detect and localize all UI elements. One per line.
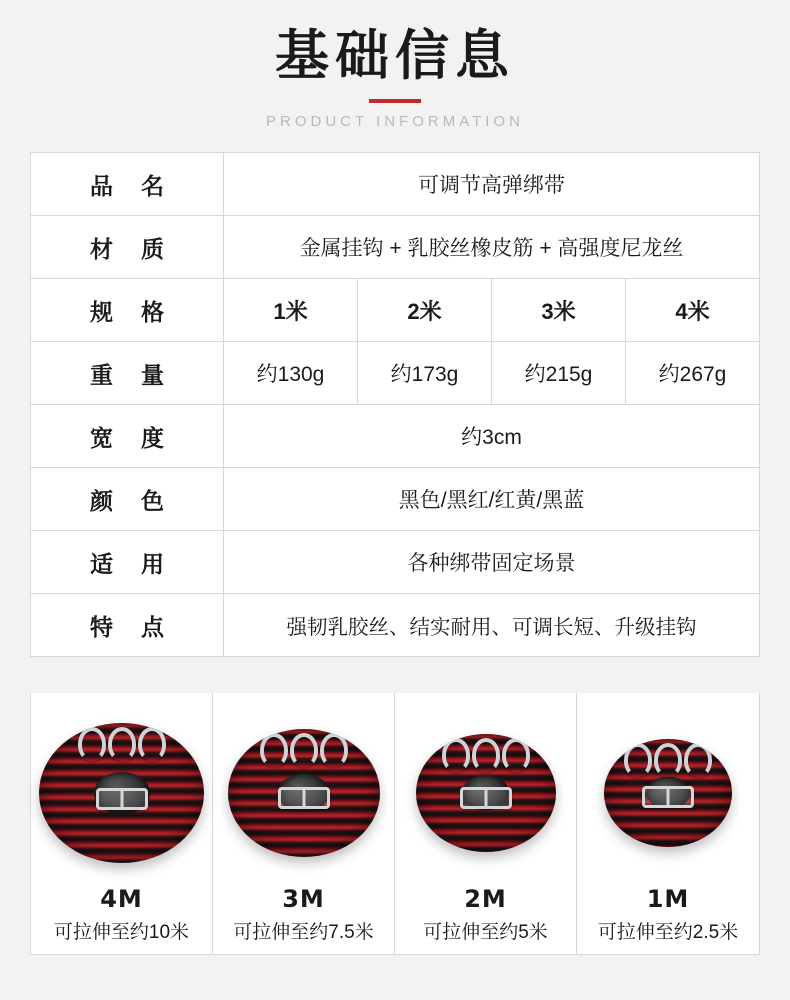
spec-weight-1: 约130g	[224, 342, 358, 405]
hook-icon	[320, 733, 348, 767]
row-label-features: 特 点	[31, 594, 224, 657]
row-value-color: 黑色/黑红/红黄/黑蓝	[224, 468, 760, 531]
hook-icon	[108, 727, 136, 761]
strap-coil-icon	[228, 729, 380, 857]
strap-coil-icon	[604, 739, 732, 847]
table-row	[31, 342, 760, 405]
row-label-weight: 重 量	[31, 342, 224, 405]
metal-hooks-icon	[78, 727, 166, 761]
product-image-1m	[577, 703, 759, 883]
spec-size-1: 1米	[224, 279, 358, 342]
spec-weight-2: 约173g	[358, 342, 492, 405]
row-value-features: 强韧乳胶丝、结实耐用、可调长短、升级挂钩	[224, 594, 760, 657]
spec-size-3: 3米	[492, 279, 626, 342]
product-variant-3m	[213, 693, 395, 954]
hook-icon	[684, 743, 712, 777]
row-label-usage: 适 用	[31, 531, 224, 594]
variant-stretch-label: 可拉伸至约2.5米	[597, 922, 739, 943]
product-variant-1m	[577, 693, 759, 954]
product-variants-row	[30, 693, 760, 955]
row-value-width: 约3cm	[224, 405, 760, 468]
hook-icon	[78, 727, 106, 761]
row-label-color: 颜 色	[31, 468, 224, 531]
variant-size-label: 1M	[646, 885, 690, 913]
row-label-specification: 规 格	[31, 279, 224, 342]
title-underline-divider	[369, 99, 421, 103]
buckle-icon	[96, 788, 148, 810]
metal-hooks-icon	[442, 738, 530, 772]
variant-stretch-label: 可拉伸至约10米	[53, 922, 190, 943]
page-header	[0, 0, 790, 130]
variant-size-label: 4M	[100, 885, 143, 913]
metal-hooks-icon	[624, 743, 712, 777]
product-variant-2m	[395, 693, 577, 954]
strap-coil-icon	[416, 734, 556, 852]
variant-size-label: 2M	[464, 885, 507, 913]
row-label-width: 宽 度	[31, 405, 224, 468]
row-value-material: 金属挂钩 + 乳胶丝橡皮筋 + 高强度尼龙丝	[224, 216, 760, 279]
specification-table	[30, 152, 760, 657]
variant-stretch-label: 可拉伸至约7.5米	[233, 922, 374, 943]
variant-stretch-label: 可拉伸至约5米	[423, 922, 548, 943]
hook-icon	[138, 727, 166, 761]
buckle-icon	[642, 786, 694, 808]
row-value-usage: 各种绑带固定场景	[224, 531, 760, 594]
hook-icon	[624, 743, 652, 777]
product-image-4m	[31, 703, 212, 883]
table-row	[31, 216, 760, 279]
product-variant-4m	[31, 693, 213, 954]
metal-hooks-icon	[260, 733, 348, 767]
hook-icon	[290, 733, 318, 767]
product-image-3m	[213, 703, 394, 883]
page-title: 基础信息	[275, 24, 515, 87]
row-label-material: 材 质	[31, 216, 224, 279]
hook-icon	[442, 738, 470, 772]
spec-size-4: 4米	[626, 279, 760, 342]
strap-coil-icon	[39, 723, 204, 863]
hook-icon	[502, 738, 530, 772]
table-row	[31, 531, 760, 594]
hook-icon	[260, 733, 288, 767]
buckle-icon	[278, 787, 330, 809]
row-value-product-name: 可调节高弹绑带	[224, 153, 760, 216]
hook-icon	[654, 743, 682, 777]
table-row	[31, 279, 760, 342]
buckle-icon	[460, 787, 512, 809]
spec-weight-4: 约267g	[626, 342, 760, 405]
product-image-2m	[395, 703, 576, 883]
table-row	[31, 153, 760, 216]
row-label-product-name: 品 名	[31, 153, 224, 216]
spec-weight-3: 约215g	[492, 342, 626, 405]
table-row	[31, 468, 760, 531]
hook-icon	[472, 738, 500, 772]
variant-size-label: 3M	[282, 885, 325, 913]
spec-size-2: 2米	[358, 279, 492, 342]
table-row	[31, 405, 760, 468]
page-subtitle: PRODUCT INFORMATION	[266, 113, 524, 131]
table-row	[31, 594, 760, 657]
